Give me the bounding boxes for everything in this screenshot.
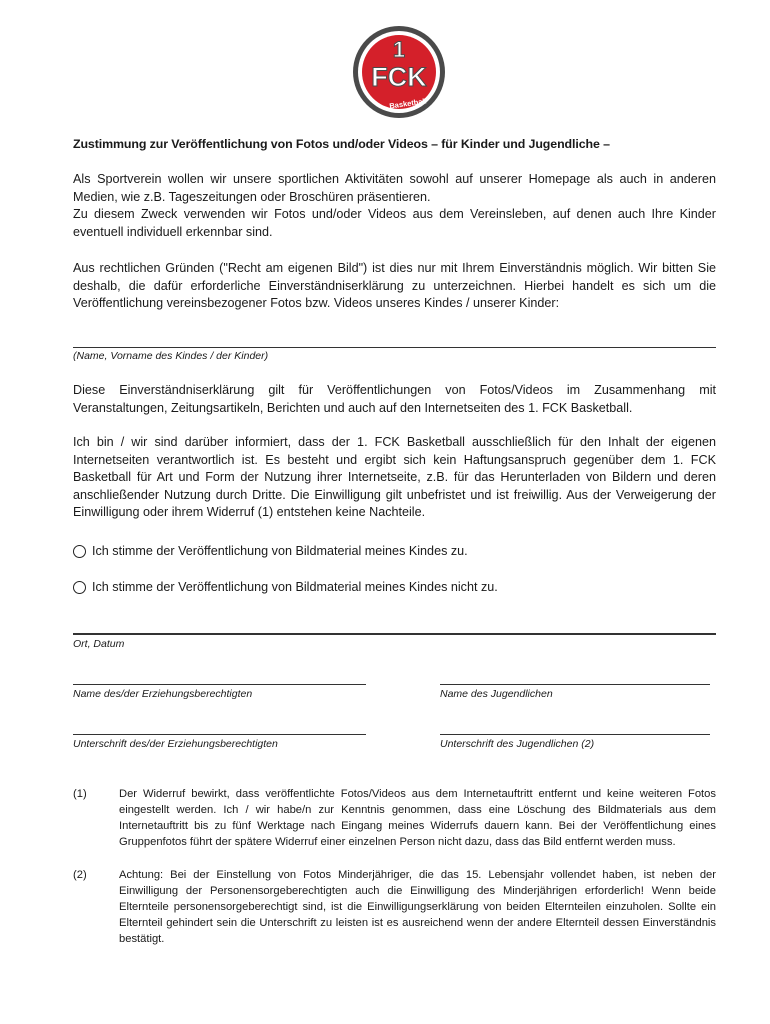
- footnote-1-text: Der Widerruf bewirkt, dass veröffentlichte Fotos/Videos aus dem Internetauftritt entfernt und keine weiteren Fotos eingestellt werden. Ich / wir habe/n zur Kenntnis genommen, dass eine Löschung des Bildmaterials aus dem Internetauftritt bis zu fünf Werktage nach Eingang meines Widerrufs dauern kann. Bei der Veröffentlichung eines Gruppenfotos führt der spätere Widerruf einer einzelnen Person nicht dazu, dass das Bild entfernt werden muss.: [119, 788, 716, 848]
- guardian-name-caption: Name des/der Erziehungsberechtigten: [73, 688, 253, 700]
- scope-paragraph: Diese Einverständniserklärung gilt für Veröffentlichungen von Fotos/Videos im Zusammenhang mit Veranstaltungen, Zeitungsartikeln, Berichten und auch auf den Internetseiten des 1. FCK Basketball.: [73, 383, 716, 415]
- youth-signature-line[interactable]: [440, 734, 710, 735]
- legal-paragraph: Aus rechtlichen Gründen ("Recht am eigenen Bild") ist dies nur mit Ihrem Einverständnis möglich. Wir bitten Sie deshalb, die dafür erforderliche Einverständniserklärung zu unterzeichnen. Hierbei handelt es sich um die Veröffentlichung vereinsbezogener Fotos bzw. Videos unseres Kindes / unserer Kinder:: [73, 261, 716, 310]
- radio-no[interactable]: [73, 581, 86, 594]
- consent-no-label: Ich stimme der Veröffentlichung von Bildmaterial meines Kindes nicht zu.: [92, 580, 498, 594]
- consent-no-option[interactable]: [73, 580, 498, 594]
- radio-yes[interactable]: [73, 545, 86, 558]
- guardian-signature-caption: Unterschrift des/der Erziehungsberechtigten: [73, 738, 278, 750]
- guardian-name-line[interactable]: [73, 684, 366, 685]
- document-title: Zustimmung zur Veröffentlichung von Fotos und/oder Videos – für Kinder und Jugendliche –: [73, 137, 610, 151]
- child-name-caption: (Name, Vorname des Kindes / der Kinder): [73, 350, 269, 362]
- child-name-line[interactable]: [73, 347, 716, 348]
- footnote-2-text: Achtung: Bei der Einstellung von Fotos Minderjähriger, die das 15. Lebensjahr vollendet haben, ist neben der Einwilligung der Personensorgeberechtigten auch die Einwilligung des Minderjährigen erforderlich! Wenn beide Elternteile personensorgeberechtigt sind, ist die Einwilligungserklärung von beiden Elternteilen einzuholen. Sollte ein Elternteil gehindert sein die Unterschrift zu leisten ist es ausreichend wenn der andere Elternteil dessen Einverständnis bestätigt.: [119, 869, 716, 945]
- place-date-line[interactable]: [73, 633, 716, 635]
- logo-number: 1: [392, 37, 406, 62]
- intro-text-2: Zu diesem Zweck verwenden wir Fotos und/oder Videos aus dem Vereinsleben, auf denen auch Ihre Kinder eventuell individuell erkennbar sind.: [73, 207, 716, 239]
- logo-sub: Basketball: [388, 96, 428, 111]
- guardian-signature-line[interactable]: [73, 734, 366, 735]
- footnote-2-number: (2): [73, 869, 87, 881]
- consent-yes-option[interactable]: [73, 544, 468, 558]
- place-date-caption: Ort, Datum: [73, 638, 125, 650]
- liability-paragraph: Ich bin / wir sind darüber informiert, dass der 1. FCK Basketball ausschließlich für den Inhalt der eigenen Internetseiten verantwortlich ist. Es besteht und ergibt sich kein Haftungsanspruch gegenüber dem 1. FCK Basketball für Art und Form der Nutzung ihrer Internetseite, z.B. für das Herunterladen von Bildern und deren anschließender Nutzung durch Dritte. Die Einwilligung gilt unbefristet und ist freiwillig. Aus der Verweigerung der Einwilligung oder ihrem Widerruf (1) entstehen keine Nachteile.: [73, 435, 716, 519]
- intro-text-1: Als Sportverein wollen wir unsere sportlichen Aktivitäten sowohl auf unserer Homepage als auch in anderen Medien, wie z.B. Tageszeitungen oder Broschüren präsentieren.: [73, 172, 716, 204]
- youth-name-caption: Name des Jugendlichen: [440, 688, 553, 700]
- club-logo: [350, 24, 448, 120]
- intro-paragraph: [73, 171, 716, 241]
- consent-yes-label: Ich stimme der Veröffentlichung von Bildmaterial meines Kindes zu.: [92, 544, 468, 558]
- footnote-2: [73, 867, 716, 947]
- youth-signature-caption: Unterschrift des Jugendlichen (2): [440, 738, 595, 750]
- youth-name-line[interactable]: [440, 684, 710, 685]
- footnote-1: [73, 786, 716, 850]
- logo-letters: FCK: [371, 62, 427, 92]
- footnote-1-number: (1): [73, 788, 87, 800]
